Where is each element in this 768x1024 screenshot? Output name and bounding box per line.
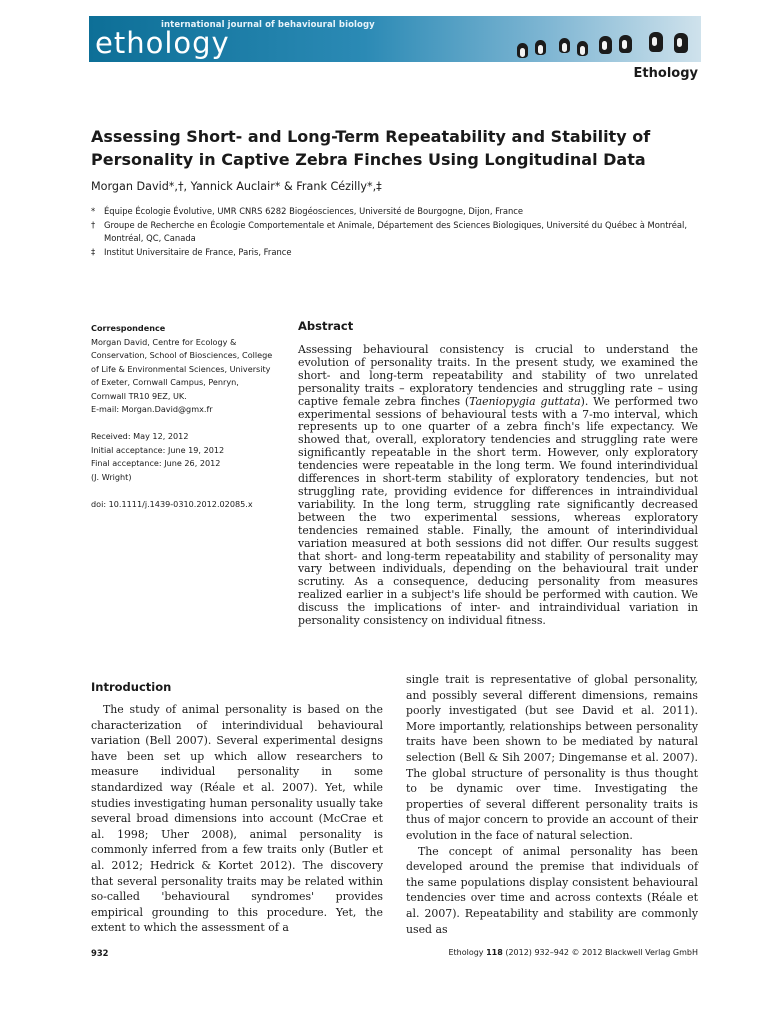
penguin-icon bbox=[559, 38, 570, 53]
footer-citation bbox=[448, 948, 698, 957]
paragraph: The concept of animal personality has been developed around the premise that individuals of the same populations display consistent behavioural tendencies over time and across contexts (Réale et al. 2007). Repeatability and stability are commonly used as bbox=[406, 844, 698, 936]
introduction-column-2 bbox=[406, 672, 698, 937]
penguin-icon bbox=[649, 32, 663, 52]
penguin-icon bbox=[619, 35, 632, 53]
penguin-icon bbox=[517, 43, 528, 58]
affiliation-mark: * bbox=[91, 206, 96, 216]
affiliation bbox=[91, 246, 691, 259]
article-title: Assessing Short- and Long-Term Repeatability and Stability of Personality in Captive Zebra Finches Using Longitudinal Data bbox=[91, 127, 651, 169]
editor-name: (J. Wright) bbox=[91, 471, 132, 482]
correspondence-line: Morgan David, Centre for Ecology & bbox=[91, 336, 237, 347]
penguin-icon bbox=[535, 40, 546, 55]
citation-journal: Ethology bbox=[448, 948, 487, 957]
correspondence-heading: Correspondence bbox=[91, 323, 166, 333]
abstract-text bbox=[298, 344, 698, 628]
initial-acceptance-date: Initial acceptance: June 19, 2012 bbox=[91, 444, 225, 455]
citation-rest: (2012) 932–942 © 2012 Blackwell Verlag GmbH bbox=[502, 948, 698, 957]
correspondence-line: of Exeter, Cornwall Campus, Penryn, bbox=[91, 377, 239, 387]
correspondence-email[interactable]: E-mail: Morgan.David@gmx.fr bbox=[91, 404, 213, 414]
species-name: Taeniopygia guttata bbox=[469, 394, 581, 408]
doi[interactable]: doi: 10.1111/j.1439-0310.2012.02085.x bbox=[91, 498, 253, 509]
citation-volume: 118 bbox=[486, 948, 503, 957]
introduction-heading: Introduction bbox=[91, 680, 172, 694]
penguin-icon bbox=[674, 33, 688, 53]
received-date: Received: May 12, 2012 bbox=[91, 431, 189, 441]
penguin-icon bbox=[577, 41, 588, 56]
correspondence-line: Cornwall TR10 9EZ, UK. bbox=[91, 390, 187, 401]
abstract-heading: Abstract bbox=[298, 319, 354, 333]
paragraph: single trait is representative of global personality, and possibly several different dimensions, remains poorly investigated (but see David et al. 2011). More importantly, relationships between personality traits have been shown to be mediated by natural selection (Bell & Sih 2007; Dingemanse et al. 2007). The global structure of personality is thus thought to be dynamic over time. Investigating the properties of several different personality traits is thus of major concern to provide an account of their evolution in the face of natural selection. bbox=[406, 673, 698, 842]
banner-subtitle: international journal of behavioural biology bbox=[161, 20, 375, 30]
affiliation-text: Institut Universitaire de France, Paris, France bbox=[104, 247, 292, 258]
abstract-text-part: ). We performed two experimental sessions of behavioural tests with a 7-mo interval, which represents up to one quarter of a zebra finch's life expectancy. We showed that, overall, exploratory tendencies and struggling rate were significantly repeatable in the short term. However, only exploratory tendencies were repeatable in the long term. We found interindividual differences in short-term stability of exploratory tendencies, but not struggling rate, providing evidence for differences in intraindividual variability. In the long term, struggling rate significantly decreased between the two experimental sessions, whereas exploratory tendencies remained stable. Finally, the amount of interindividual variation measured at both sessions did not differ. Our results suggest that short- and long-term repeatability and stability of personality may vary between individuals, depending on the behavioural trait under scrutiny. As a consequence, deducing personality from measures realized earlier in a subject's life should be performed with caution. We discuss the implications of inter- and intraindividual variation in personality consistency on individual fitness. bbox=[298, 394, 699, 628]
correspondence-line: Conservation, School of Biosciences, College bbox=[91, 350, 273, 360]
affiliation bbox=[91, 219, 691, 246]
banner-title: ethology bbox=[95, 26, 230, 60]
journal-name: Ethology bbox=[633, 66, 698, 81]
introduction-column-1: The study of animal personality is based on the characterization of interindividual behavioural variation (Bell 2007). Several experimental designs have been set up which allow researchers to measure individual personality in some standardized way (Réale et al. 2007). Yet, while studies investigating human personality usually take several broad dimensions into account (McCrae et al. 1998; Uher 2008), animal personality is commonly inferred from a few traits only (Butler et al. 2012; Hedrick & Kortet 2012). The discovery that several personality traits may be related within so-called 'behavioural syndromes' provides empirical grounding to this procedure. Yet, the extent to which the assessment of a bbox=[91, 703, 383, 935]
abstract-text-part: Assessing behavioural consistency is crucial to understand the evolution of personality traits. In the present study, we examined the short- and long-term repeatability and stability of two unrelated personality traits – exploratory tendencies and struggling rate – using captive female zebra finches ( bbox=[298, 343, 698, 408]
article-sidebar bbox=[91, 322, 281, 511]
affiliation-mark: ‡ bbox=[91, 247, 96, 258]
affiliation-mark: † bbox=[91, 219, 96, 230]
affiliation bbox=[91, 205, 691, 218]
correspondence-line: of Life & Environmental Sciences, University bbox=[91, 363, 271, 374]
page-number: 932 bbox=[91, 948, 109, 958]
final-acceptance-date: Final acceptance: June 26, 2012 bbox=[91, 458, 221, 468]
journal-banner bbox=[89, 16, 701, 62]
affiliation-text: Groupe de Recherche en Écologie Comportementale et Animale, Département des Sciences Biologiques, Université du Québec à Montréal, Montréal, QC, Canada bbox=[104, 219, 688, 244]
penguin-icon bbox=[599, 36, 612, 54]
affiliation-text: Équipe Écologie Évolutive, UMR CNRS 6282 Biogéosciences, Université de Bourgogne, Dijon, France bbox=[104, 206, 524, 216]
author-list: Morgan David*,†, Yannick Auclair* & Frank Cézilly*,‡ bbox=[91, 180, 382, 193]
affiliations bbox=[91, 205, 691, 260]
